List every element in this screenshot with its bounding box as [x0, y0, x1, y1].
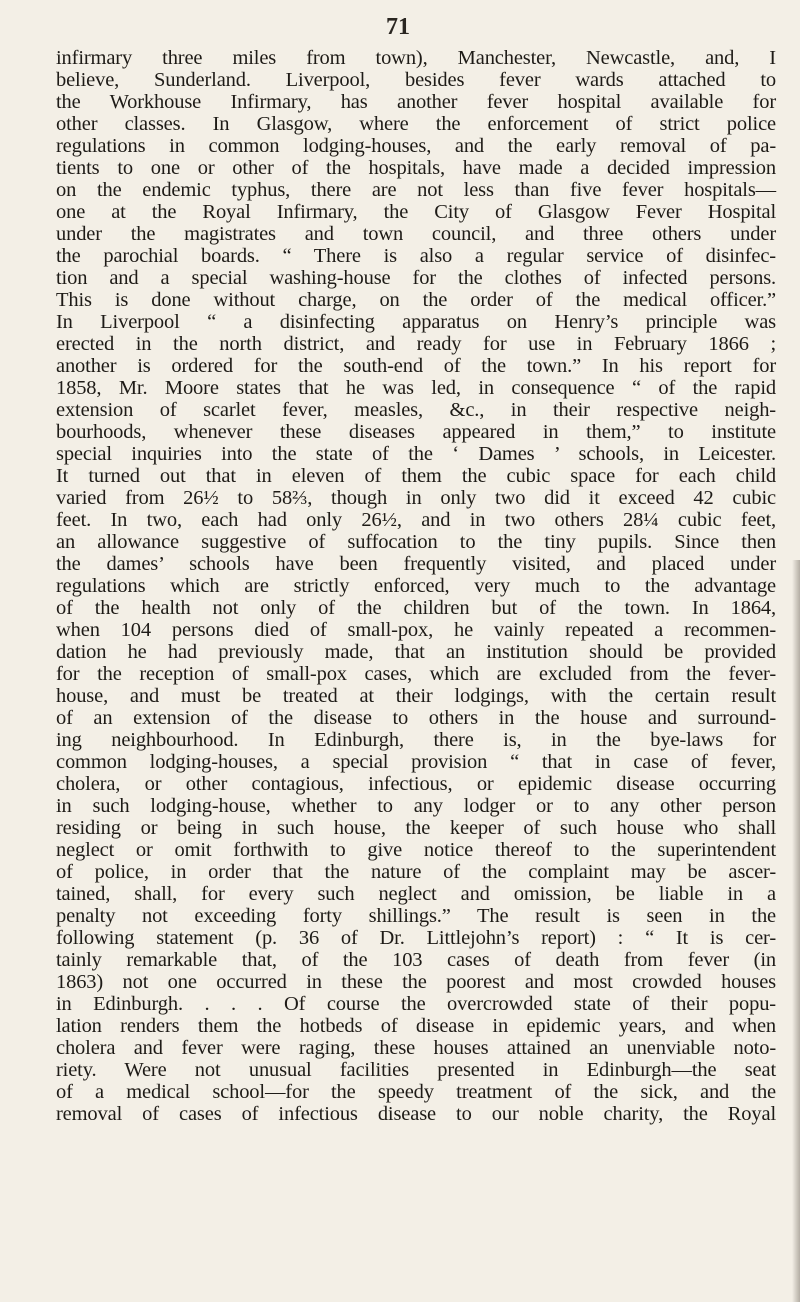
text-line: tainly remarkable that, of the 103 cases of death from fever (in [56, 949, 776, 971]
text-line: when 104 persons died of small-pox, he vainly repeated a recommen- [56, 619, 776, 641]
text-line: one at the Royal Infirmary, the City of Glasgow Fever Hospital [56, 201, 776, 223]
text-line: riety. Were not unusual facilities presented in Edinburgh—the seat [56, 1059, 776, 1081]
text-line: believe, Sunderland. Liverpool, besides fever wards attached to [56, 69, 776, 91]
text-line: erected in the north district, and ready for use in February 1866 ; [56, 333, 776, 355]
text-line: in Edinburgh. . . . Of course the overcrowded state of their popu- [56, 993, 776, 1015]
body-text [56, 47, 776, 1125]
text-line: following statement (p. 36 of Dr. Littlejohn’s report) : “ It is cer- [56, 927, 776, 949]
text-line: special inquiries into the state of the ‘ Dames ’ schools, in Leicester. [56, 443, 776, 465]
text-line: another is ordered for the south-end of the town.” In his report for [56, 355, 776, 377]
text-line: house, and must be treated at their lodgings, with the certain result [56, 685, 776, 707]
text-line: regulations which are strictly enforced, very much to the advantage [56, 575, 776, 597]
text-line: of police, in order that the nature of the complaint may be ascer- [56, 861, 776, 883]
text-line: the parochial boards. “ There is also a regular service of disinfec- [56, 245, 776, 267]
text-line: bourhoods, whenever these diseases appeared in them,” to institute [56, 421, 776, 443]
text-line: feet. In two, each had only 26½, and in two others 28¼ cubic feet, [56, 509, 776, 531]
text-line: 1858, Mr. Moore states that he was led, in consequence “ of the rapid [56, 377, 776, 399]
text-line: on the endemic typhus, there are not less than five fever hospitals— [56, 179, 776, 201]
text-line: of an extension of the disease to others in the house and surround- [56, 707, 776, 729]
text-line: varied from 26½ to 58⅔, though in only two did it exceed 42 cubic [56, 487, 776, 509]
text-line: tained, shall, for every such neglect and omission, be liable in a [56, 883, 776, 905]
text-line: neglect or omit forthwith to give notice thereof to the superintendent [56, 839, 776, 861]
text-line: in such lodging-house, whether to any lodger or to any other person [56, 795, 776, 817]
text-line: regulations in common lodging-houses, and the early removal of pa- [56, 135, 776, 157]
text-line: residing or being in such house, the keeper of such house who shall [56, 817, 776, 839]
text-line: for the reception of small-pox cases, which are excluded from the fever- [56, 663, 776, 685]
text-line: This is done without charge, on the order of the medical officer.” [56, 289, 776, 311]
text-line: In Liverpool “ a disinfecting apparatus on Henry’s principle was [56, 311, 776, 333]
text-line: under the magistrates and town council, and three others under [56, 223, 776, 245]
text-line: ing neighbourhood. In Edinburgh, there is, in the bye-laws for [56, 729, 776, 751]
text-line: cholera, or other contagious, infectious, or epidemic disease occurring [56, 773, 776, 795]
text-line: tients to one or other of the hospitals, have made a decided impression [56, 157, 776, 179]
text-line: tion and a special washing-house for the clothes of infected persons. [56, 267, 776, 289]
text-line: an allowance suggestive of suffocation to the tiny pupils. Since then [56, 531, 776, 553]
text-line: lation renders them the hotbeds of disease in epidemic years, and when [56, 1015, 776, 1037]
text-line: infirmary three miles from town), Manchester, Newcastle, and, I [56, 47, 776, 69]
text-line: dation he had previously made, that an institution should be provided [56, 641, 776, 663]
text-line: 1863) not one occurred in these the poorest and most crowded houses [56, 971, 776, 993]
page-number: 71 [386, 14, 410, 40]
text-line: penalty not exceeding forty shillings.” The result is seen in the [56, 905, 776, 927]
text-line: the dames’ schools have been frequently visited, and placed under [56, 553, 776, 575]
text-line: of a medical school—for the speedy treatment of the sick, and the [56, 1081, 776, 1103]
text-line: of the health not only of the children but of the town. In 1864, [56, 597, 776, 619]
text-line: common lodging-houses, a special provision “ that in case of fever, [56, 751, 776, 773]
text-line: the Workhouse Infirmary, has another fever hospital available for [56, 91, 776, 113]
page-edge-shadow [792, 560, 800, 1302]
text-line: It turned out that in eleven of them the cubic space for each child [56, 465, 776, 487]
text-line: removal of cases of infectious disease to our noble charity, the Royal [56, 1103, 776, 1125]
text-line: extension of scarlet fever, measles, &c., in their respective neigh- [56, 399, 776, 421]
text-line: cholera and fever were raging, these houses attained an unenviable noto- [56, 1037, 776, 1059]
text-line: other classes. In Glasgow, where the enforcement of strict police [56, 113, 776, 135]
